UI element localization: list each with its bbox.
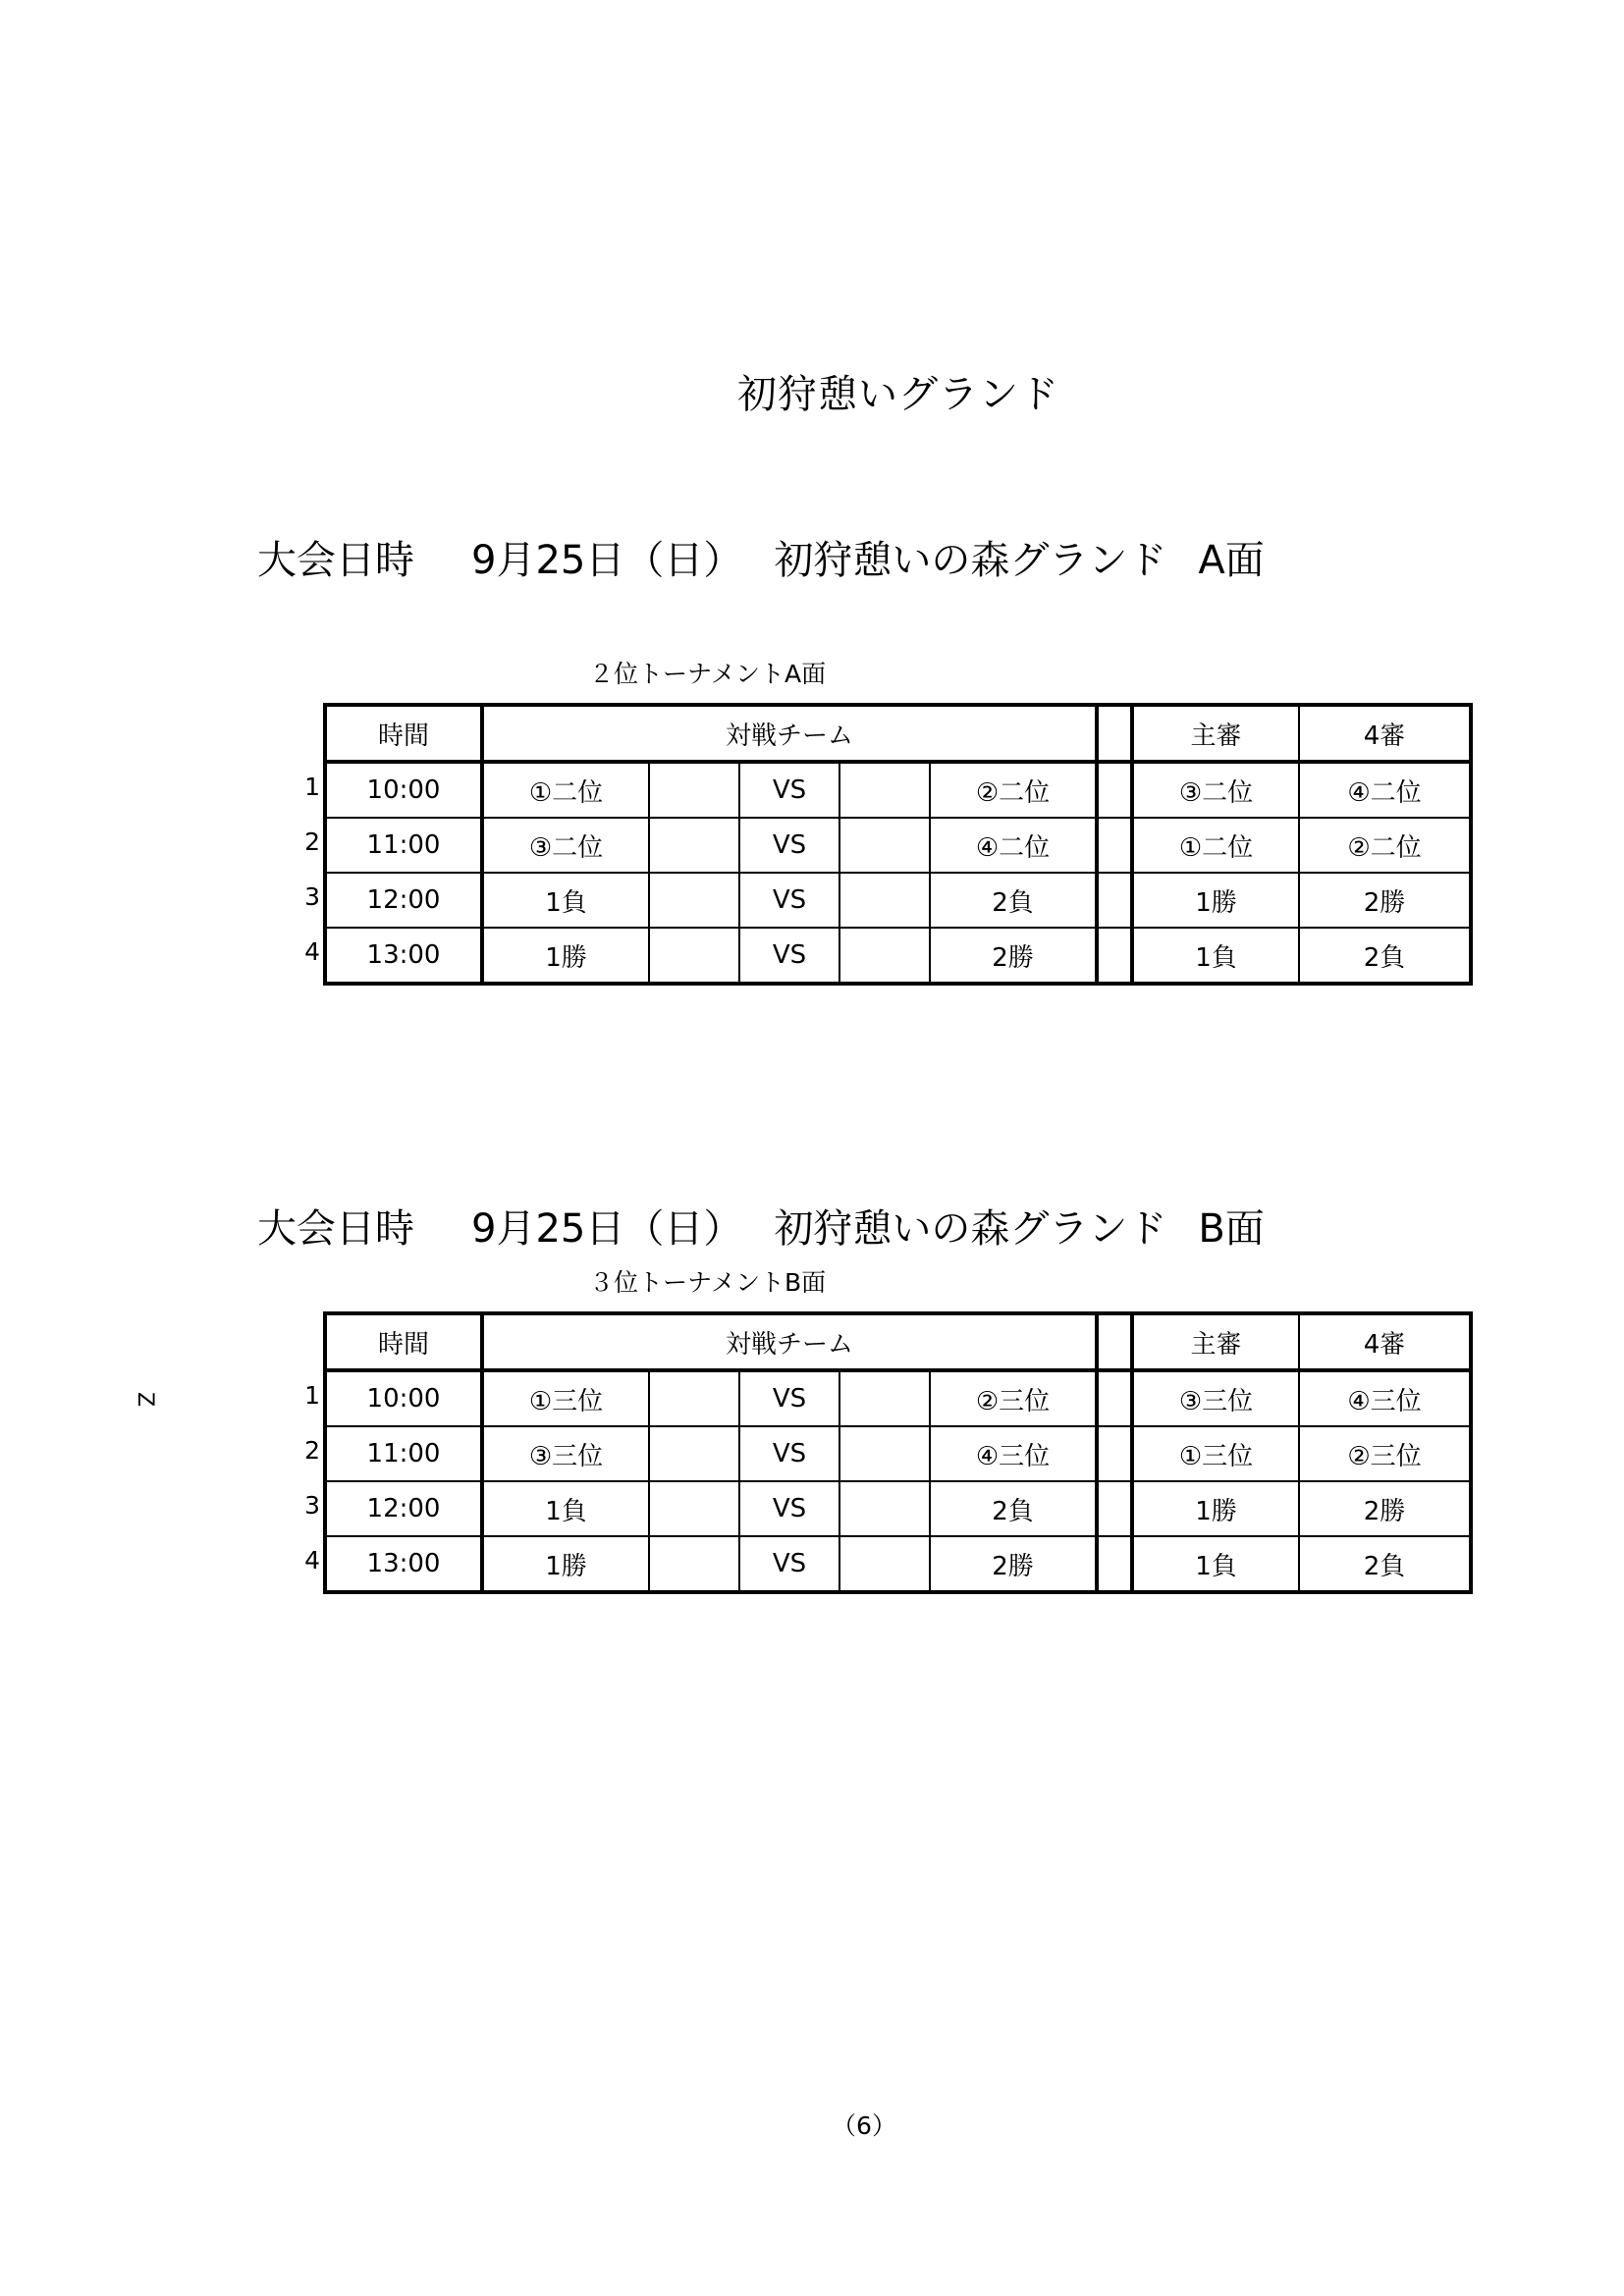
section-b-row-numbers <box>295 1368 320 1588</box>
heading-court: A面 <box>1198 538 1265 583</box>
table-row <box>325 1426 1471 1481</box>
section-a-schedule-table <box>323 703 1473 986</box>
section-a-caption: ２位トーナメントA面 <box>589 660 827 688</box>
cell-blank <box>839 818 930 873</box>
cell-vs: VS <box>739 928 839 984</box>
section-a-heading <box>257 536 1265 585</box>
cell-time: 10:00 <box>325 1370 482 1426</box>
table-header-row <box>325 705 1471 762</box>
cell-team1: ①三位 <box>482 1370 649 1426</box>
section-b-heading <box>257 1204 1265 1254</box>
cell-spacer <box>1097 928 1132 984</box>
cell-fourth: 2勝 <box>1299 873 1471 928</box>
cell-fourth: 2負 <box>1299 1536 1471 1592</box>
cell-team1: 1負 <box>482 873 649 928</box>
table-row <box>325 1481 1471 1536</box>
cell-time: 12:00 <box>325 1481 482 1536</box>
header-time: 時間 <box>325 1313 482 1370</box>
cell-team1: 1勝 <box>482 1536 649 1592</box>
heading-venue: 初狩憩いの森グランド <box>774 538 1167 583</box>
cell-team2: 2勝 <box>930 928 1097 984</box>
row-number: 1 <box>304 773 320 801</box>
cell-referee: 1負 <box>1132 928 1299 984</box>
cell-blank <box>649 1536 739 1592</box>
cell-vs: VS <box>739 1536 839 1592</box>
cell-spacer <box>1097 873 1132 928</box>
cell-team1: ③三位 <box>482 1426 649 1481</box>
cell-vs: VS <box>739 762 839 818</box>
row-number: 2 <box>304 828 320 856</box>
cell-spacer <box>1097 818 1132 873</box>
margin-mark: Z <box>133 1391 158 1408</box>
cell-team2: 2負 <box>930 873 1097 928</box>
header-spacer <box>1097 1313 1132 1370</box>
cell-time: 12:00 <box>325 873 482 928</box>
cell-team2: ②三位 <box>930 1370 1097 1426</box>
cell-referee: ①二位 <box>1132 818 1299 873</box>
row-number: 3 <box>304 882 320 911</box>
cell-vs: VS <box>739 873 839 928</box>
table-row <box>325 1370 1471 1426</box>
cell-team2: ②二位 <box>930 762 1097 818</box>
cell-team2: 2負 <box>930 1481 1097 1536</box>
heading-label: 大会日時 <box>257 538 414 583</box>
heading-date: 9月25日（日） <box>471 1206 743 1252</box>
cell-vs: VS <box>739 1370 839 1426</box>
cell-vs: VS <box>739 818 839 873</box>
cell-referee: ③三位 <box>1132 1370 1299 1426</box>
cell-time: 11:00 <box>325 1426 482 1481</box>
table-row <box>325 873 1471 928</box>
cell-blank <box>649 1426 739 1481</box>
row-number: 4 <box>304 1546 320 1575</box>
cell-fourth: 2勝 <box>1299 1481 1471 1536</box>
header-spacer <box>1097 705 1132 762</box>
page-title: 初狩憩いグランド <box>737 372 1059 417</box>
cell-blank <box>839 762 930 818</box>
cell-spacer <box>1097 762 1132 818</box>
cell-blank <box>839 873 930 928</box>
cell-time: 13:00 <box>325 928 482 984</box>
cell-team2: ④二位 <box>930 818 1097 873</box>
section-a-row-numbers <box>295 760 320 980</box>
table-row <box>325 762 1471 818</box>
heading-date: 9月25日（日） <box>471 538 743 583</box>
header-fourth: 4審 <box>1299 705 1471 762</box>
cell-referee: 1負 <box>1132 1536 1299 1592</box>
cell-spacer <box>1097 1481 1132 1536</box>
row-number: 2 <box>304 1436 320 1465</box>
cell-referee: 1勝 <box>1132 873 1299 928</box>
heading-court: B面 <box>1198 1206 1265 1252</box>
cell-blank <box>649 762 739 818</box>
cell-time: 13:00 <box>325 1536 482 1592</box>
cell-blank <box>649 873 739 928</box>
cell-fourth: 2負 <box>1299 928 1471 984</box>
cell-time: 11:00 <box>325 818 482 873</box>
cell-fourth: ④三位 <box>1299 1370 1471 1426</box>
cell-fourth: ②二位 <box>1299 818 1471 873</box>
section-b-schedule-table <box>323 1311 1473 1594</box>
cell-team1: ③二位 <box>482 818 649 873</box>
cell-team1: 1勝 <box>482 928 649 984</box>
cell-team2: 2勝 <box>930 1536 1097 1592</box>
table-row <box>325 1536 1471 1592</box>
header-time: 時間 <box>325 705 482 762</box>
cell-blank <box>649 928 739 984</box>
cell-time: 10:00 <box>325 762 482 818</box>
cell-blank <box>839 928 930 984</box>
cell-spacer <box>1097 1536 1132 1592</box>
heading-venue: 初狩憩いの森グランド <box>774 1206 1167 1252</box>
cell-fourth: ④二位 <box>1299 762 1471 818</box>
cell-fourth: ②三位 <box>1299 1426 1471 1481</box>
page-number: （6） <box>832 2111 896 2140</box>
table-row <box>325 928 1471 984</box>
header-fourth: 4審 <box>1299 1313 1471 1370</box>
table-row <box>325 818 1471 873</box>
cell-blank <box>649 818 739 873</box>
cell-blank <box>839 1481 930 1536</box>
cell-blank <box>649 1481 739 1536</box>
table-header-row <box>325 1313 1471 1370</box>
cell-team1: ①二位 <box>482 762 649 818</box>
cell-spacer <box>1097 1426 1132 1481</box>
cell-spacer <box>1097 1370 1132 1426</box>
cell-referee: ③二位 <box>1132 762 1299 818</box>
heading-label: 大会日時 <box>257 1206 414 1252</box>
header-referee: 主審 <box>1132 1313 1299 1370</box>
section-b-caption: ３位トーナメントB面 <box>589 1268 827 1297</box>
cell-referee: 1勝 <box>1132 1481 1299 1536</box>
cell-blank <box>839 1426 930 1481</box>
cell-team1: 1負 <box>482 1481 649 1536</box>
row-number: 4 <box>304 937 320 966</box>
cell-blank <box>649 1370 739 1426</box>
cell-vs: VS <box>739 1481 839 1536</box>
header-teams: 対戦チーム <box>482 705 1097 762</box>
row-number: 3 <box>304 1491 320 1520</box>
cell-referee: ①三位 <box>1132 1426 1299 1481</box>
header-teams: 対戦チーム <box>482 1313 1097 1370</box>
cell-blank <box>839 1370 930 1426</box>
cell-blank <box>839 1536 930 1592</box>
cell-team2: ④三位 <box>930 1426 1097 1481</box>
cell-vs: VS <box>739 1426 839 1481</box>
row-number: 1 <box>304 1381 320 1410</box>
header-referee: 主審 <box>1132 705 1299 762</box>
